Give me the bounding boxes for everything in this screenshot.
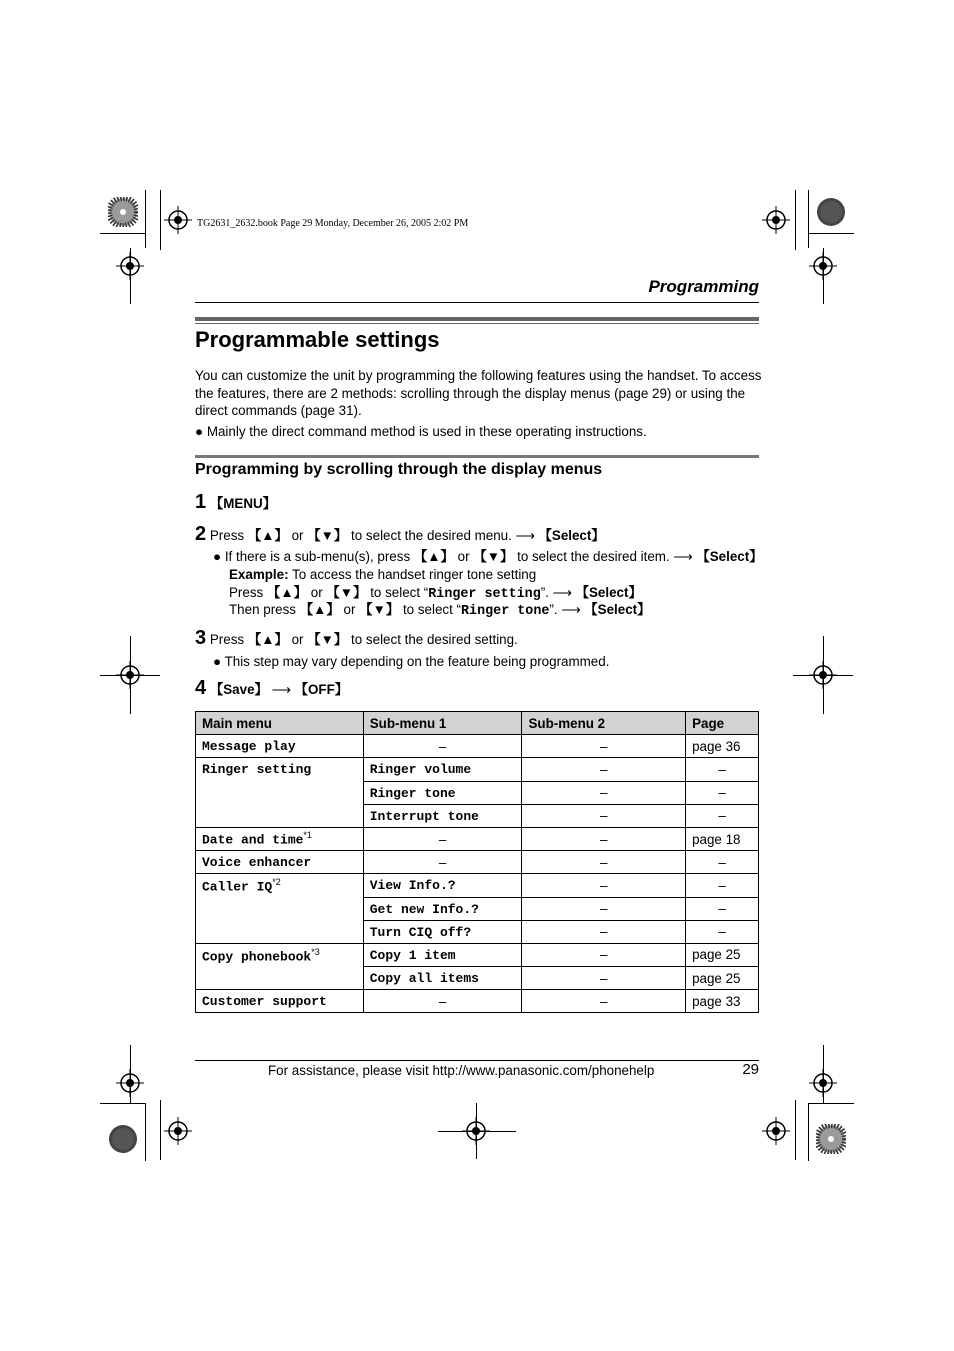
intro-paragraph: You can customize the unit by programming the following features using the handset. To access the features, there are 2 methods: scrolling through the display menus (page 29) or using the direct commands (page 31). (195, 368, 762, 418)
footer-rule (195, 1060, 759, 1061)
select-key: 【Select】 (584, 602, 651, 617)
main-menu-cell: Message play (202, 739, 296, 755)
page-cell: page 25 (686, 943, 759, 966)
example-line-1: Press 【▲】 or 【▼】 to select “Ringer setting”. ⟶ 【Select】 (229, 585, 642, 602)
title-rule-thin (195, 323, 759, 324)
example-line: Example: To access the handset ringer tone setting (229, 567, 537, 582)
page-cell: page 25 (686, 967, 759, 990)
registration-target-icon (462, 1117, 490, 1145)
sub-menu-2-cell: – (522, 758, 686, 781)
step-number: 3 (195, 627, 207, 649)
page-cell: – (686, 804, 759, 827)
sub-menu-1-cell: Interrupt tone (369, 808, 479, 824)
menu-item-name: Ringer tone (461, 604, 550, 619)
bullet-icon: ● (213, 654, 222, 669)
bullet-icon: ● (195, 424, 204, 439)
arrow-right-icon: ⟶ (271, 682, 291, 697)
footnote-mark: *3 (311, 946, 320, 957)
menu-key: 【MENU】 (209, 496, 277, 511)
page-number: 29 (742, 1061, 759, 1078)
sub-menu-1-cell: – (363, 990, 522, 1013)
settings-table (195, 711, 759, 1013)
arrow-right-icon: ⟶ (673, 549, 693, 564)
page-cell: – (686, 781, 759, 804)
sub-menu-1-cell: Ringer volume (369, 762, 472, 778)
page-cell: – (686, 897, 759, 920)
sub-menu-1-cell: – (363, 851, 522, 874)
main-menu-cell: Date and time (202, 832, 304, 848)
sub-menu-1-cell: – (363, 827, 522, 850)
table-row (196, 943, 759, 966)
sub-menu-2-cell: – (522, 827, 686, 850)
registration-target-icon (762, 206, 790, 234)
page-cell: – (686, 920, 759, 943)
sub-menu-1-cell: – (363, 735, 522, 758)
page-title: Programmable settings (195, 327, 440, 352)
sub-menu-2-cell: – (522, 804, 686, 827)
title-rule (195, 317, 759, 321)
table-row (196, 758, 759, 781)
sub-menu-2-cell: – (522, 781, 686, 804)
sub-menu-1-cell: Copy all items (369, 971, 479, 987)
sub-menu-2-cell: – (522, 851, 686, 874)
subsection-rule (195, 455, 759, 458)
sub-menu-2-cell: – (522, 735, 686, 758)
registration-target-icon (809, 252, 837, 280)
main-menu-cell: Ringer setting (202, 762, 312, 778)
sub-menu-2-cell: – (522, 874, 686, 897)
col-header-main-menu: Main menu (196, 712, 364, 735)
down-key: 【▼】 (473, 549, 514, 564)
arrow-right-icon: ⟶ (515, 528, 535, 543)
page-cell: – (686, 758, 759, 781)
subsection-title: Programming by scrolling through the display menus (195, 461, 603, 478)
example-label: Example: (229, 567, 289, 582)
file-info-header: TG2631_2632.book Page 29 Monday, December 26, 2005 2:02 PM (197, 218, 469, 229)
arrow-right-icon: ⟶ (552, 585, 572, 600)
off-key: 【OFF】 (294, 682, 349, 697)
main-menu-cell: Caller IQ (202, 879, 273, 895)
up-key: 【▲】 (266, 585, 308, 600)
sub-menu-2-cell: – (522, 897, 686, 920)
table-row (196, 735, 759, 758)
page-cell: – (686, 874, 759, 897)
footnote-mark: *1 (303, 830, 312, 841)
color-disc-icon (108, 1124, 138, 1154)
table-row (196, 990, 759, 1013)
sub-menu-1-cell: Ringer tone (369, 785, 456, 801)
page-cell: page 18 (686, 827, 759, 850)
main-menu-cell: Copy phonebook (202, 949, 312, 965)
sub-menu-1-cell: Copy 1 item (369, 947, 456, 963)
intro-bullet-text: Mainly the direct command method is used in these operating instructions. (206, 424, 647, 439)
step-3: 3 Press 【▲】 or 【▼】 to select the desired setting. (195, 627, 518, 649)
sub-menu-1-cell: View Info.? (369, 878, 456, 894)
registration-target-icon (116, 661, 144, 689)
table-row (196, 827, 759, 850)
color-disc-icon (816, 197, 846, 227)
registration-target-icon (809, 1069, 837, 1097)
sub-menu-2-cell: – (522, 990, 686, 1013)
page-cell: page 33 (686, 990, 759, 1013)
registration-target-icon (116, 1069, 144, 1097)
select-key: 【Select】 (696, 549, 763, 564)
down-key: 【▼】 (326, 585, 367, 600)
sub-menu-2-cell: – (522, 967, 686, 990)
page-cell: – (686, 851, 759, 874)
bullet-icon: ● (213, 549, 222, 564)
step-2: 2 Press 【▲】 or 【▼】 to select the desired menu. ⟶ 【Select】 (195, 523, 605, 545)
step-4 (195, 677, 349, 699)
registration-target-icon (164, 1117, 192, 1145)
sub-menu-2-cell: – (522, 920, 686, 943)
footnote-mark: *2 (272, 877, 281, 888)
header-rule (195, 302, 759, 303)
down-key: 【▼】 (307, 632, 348, 647)
sub-menu-1-cell: Turn CIQ off? (369, 924, 472, 940)
table-header-row (196, 712, 759, 735)
step-1 (195, 491, 277, 513)
color-disc-icon (816, 1124, 846, 1154)
menu-item-name: Ringer setting (428, 587, 541, 602)
up-key: 【▲】 (413, 549, 454, 564)
up-key: 【▲】 (247, 632, 288, 647)
registration-target-icon (116, 252, 144, 280)
save-key: 【Save】 (209, 682, 268, 697)
select-key: 【Select】 (538, 528, 605, 543)
col-header-sub-menu-2: Sub-menu 2 (522, 712, 686, 735)
up-key: 【▲】 (299, 602, 340, 617)
example-line-2: Then press 【▲】 or 【▼】 to select “Ringer tone”. ⟶ 【Select】 (229, 602, 651, 619)
registration-target-icon (762, 1117, 790, 1145)
down-key: 【▼】 (307, 528, 348, 543)
registration-target-icon (809, 661, 837, 689)
registration-target-icon (164, 206, 192, 234)
sub-menu-1-cell: Get new Info.? (369, 901, 479, 917)
color-disc-icon (108, 197, 138, 227)
footer-assistance-text: For assistance, please visit http://www.panasonic.com/phonehelp (268, 1063, 655, 1078)
sub-menu-2-cell: – (522, 943, 686, 966)
arrow-right-icon: ⟶ (561, 602, 581, 617)
col-header-page: Page (686, 712, 759, 735)
col-header-sub-menu-1: Sub-menu 1 (363, 712, 522, 735)
section-title: Programming (648, 277, 759, 296)
step-number: 4 (195, 677, 207, 699)
intro-bullet (195, 423, 765, 441)
step-2-bullet: ● If there is a sub-menu(s), press 【▲】 or 【▼】 to select the desired item. ⟶ 【Select】 (213, 549, 763, 564)
step-number: 2 (195, 523, 207, 545)
table-row (196, 874, 759, 897)
down-key: 【▼】 (359, 602, 400, 617)
main-menu-cell: Voice enhancer (202, 855, 312, 871)
select-key: 【Select】 (575, 585, 642, 600)
step-number: 1 (195, 491, 207, 513)
page-cell: page 36 (686, 735, 759, 758)
main-menu-cell: Customer support (202, 994, 327, 1010)
step-3-bullet: ● This step may vary depending on the feature being programmed. (213, 654, 610, 669)
table-row (196, 851, 759, 874)
up-key: 【▲】 (247, 528, 288, 543)
